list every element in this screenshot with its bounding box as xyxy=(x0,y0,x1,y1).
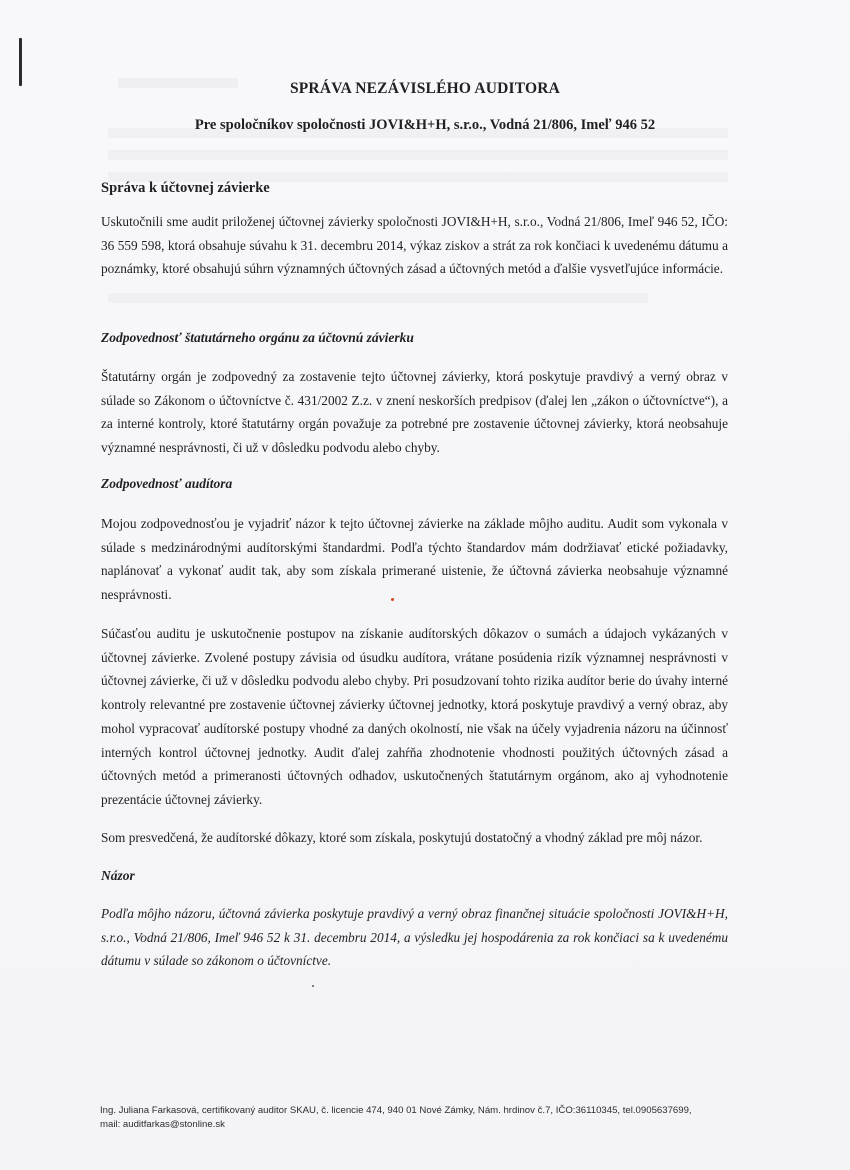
bleed-through-artifact xyxy=(108,293,648,303)
document-title: SPRÁVA NEZÁVISLÉHO AUDITORA xyxy=(289,80,561,97)
ink-dot-artifact xyxy=(312,985,314,987)
footer-contact-line: Ing. Juliana Farkasová, certifikovaný auditor SKAU, č. licencie 474, 940 01 Nové Zámky, Nám. hrdinov č.7, IČO:36110345, tel.0905637699, xyxy=(100,1105,692,1116)
auditor-paragraph-2: Súčasťou auditu je uskutočnenie postupov na získanie audítorských dôkazov o sumách a údajoch vykázaných v účtovnej závierke. Zvolené postupy závisia od úsudku audítora, vrátane posúdenia rizík významnej nesprávnosti v účtovnej závierke, či už v dôsledku podvodu alebo chyby. Pri posudzovaní tohto rizika audítor berie do úvahy interné kontroly relevantné pre zostavenie účtovnej závierky účtovnej jednotky, ktorá poskytuje pravdivý a verný obraz, aby mohol vypracovať audítorské postupy vhodné za daných okolností, nie však na účely vyjadrenia názoru na účinnosť interných kontrol účtovnej jednotky. Audit ďalej zahŕňa zhodnotenie vhodnosti použitých účtovných zásad a účtovných metód a primeranosti účtovných odhadov, uskutočnených štatutárnym orgánom, ako aj vyhodnotenie prezentácie účtovnej závierky. xyxy=(101,626,728,807)
opinion-paragraph: Podľa môjho názoru, účtovná závierka poskytuje pravdivý a verný obraz finančnej situácie spoločnosti JOVI&H+H, s.r.o., Vodná 21/806, Imeľ 946 52 k 31. decembru 2014, a výsledku jej hospodárenia za rok končiaci sa k uvedenému dátumu v súlade so zákonom o účtovníctve. xyxy=(101,906,728,969)
auditor-paragraph-1: Mojou zodpovednosťou je vyjadriť názor k tejto účtovnej závierke na základe môjho auditu. Audit som vykonala v súlade s medzinárodnými audítorskými štandardmi. Podľa týchto štandardov mám dodržiavať etické požiadavky, naplánovať a vykonať audit tak, aby som získala primerané uistenie, že účtovná závierka neobsahuje významné nesprávnosti. xyxy=(101,516,728,603)
footer-email-line: mail: auditfarkas@stonline.sk xyxy=(100,1119,225,1130)
intro-paragraph: Uskutočnili sme audit priloženej účtovnej závierky spoločnosti JOVI&H+H, s.r.o., Vodná 21/806, Imeľ 946 52, IČO: 36 559 598, ktorá obsahuje súvahu k 31. decembru 2014, výkaz ziskov a strát za rok končiaci k uvedenému dátumu a poznámky, ktoré obsahujú súhrn významných účtovných zásad a účtovných metód a ďalšie vysvetľujúce informácie. xyxy=(101,214,728,277)
section-heading: Správa k účtovnej závierke xyxy=(101,180,270,196)
bleed-through-artifact xyxy=(108,150,728,160)
auditor-paragraph-3: Som presvedčená, že audítorské dôkazy, ktoré som získala, poskytujú dostatočný a vhodný základ pre môj názor. xyxy=(101,830,703,845)
auditor-footer xyxy=(100,1104,760,1132)
ink-dot-artifact xyxy=(391,598,394,601)
scan-edge-mark xyxy=(19,38,22,86)
statutory-paragraph: Štatutárny orgán je zodpovedný za zostavenie tejto účtovnej závierky, ktorá poskytuje pravdivý a verný obraz v súlade so Zákonom o účtovníctve č. 431/2002 Z.z. v znení neskorších predpisov (ďalej len „zákon o účtovníctve“), a za interné kontroly, ktoré štatutárny orgán považuje za potrebné pre zostavenie účtovnej závierky, ktorá neobsahuje významné nesprávnosti, či už v dôsledku podvodu alebo chyby. xyxy=(101,369,728,456)
heading-statutory-responsibility: Zodpovednosť štatutárneho orgánu za účtovnú závierku xyxy=(101,330,414,345)
heading-opinion: Názor xyxy=(101,868,135,883)
document-subtitle: Pre spoločníkov spoločnosti JOVI&H+H, s.r.o., Vodná 21/806, Imeľ 946 52 xyxy=(194,117,656,133)
heading-auditor-responsibility: Zodpovednosť audítora xyxy=(101,476,233,491)
